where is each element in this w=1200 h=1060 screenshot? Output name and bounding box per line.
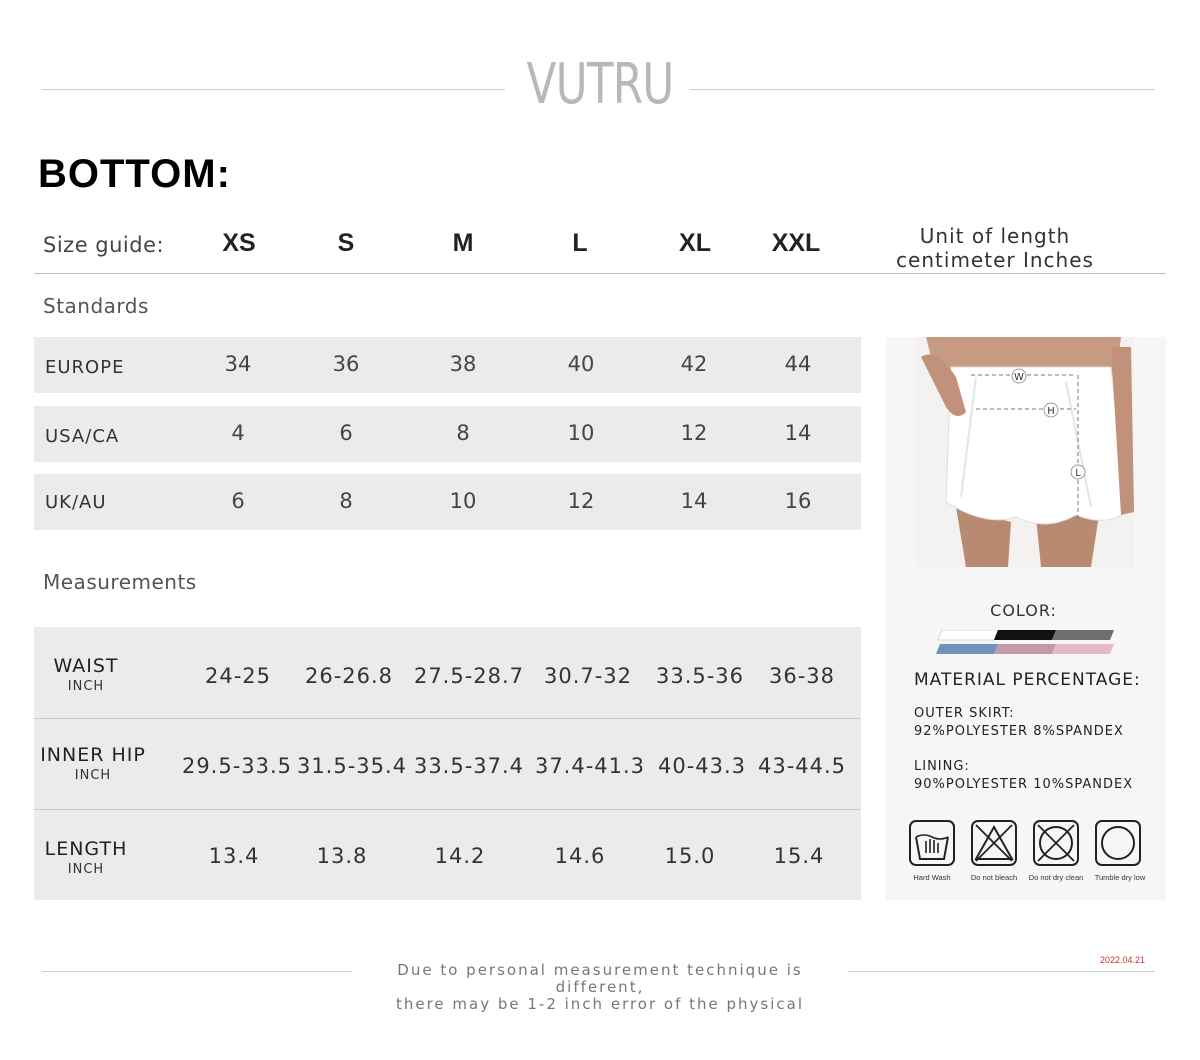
size-header-xxl: XXL [771,229,821,257]
size-header-xl: XL [679,229,711,257]
unit-of-length [880,224,1110,272]
standards-row-europe [34,337,861,393]
table-cell: 10 [567,421,595,445]
color-swatches [936,630,1116,664]
tumble-dry-low-icon [1094,819,1142,867]
table-cell: 42 [680,352,708,376]
footer-rule-right [848,971,1155,972]
header-rule-left [42,89,505,90]
measurements-title: Measurements [43,570,197,594]
footer-rule-left [42,971,352,972]
table-cell: 30.7-32 [543,664,633,688]
table-cell: 13.4 [208,844,260,868]
standards-title: Standards [43,294,149,318]
marker-w: W [1014,372,1024,383]
table-cell: 43-44.5 [757,754,847,778]
row-label: INNER HIP [40,744,146,766]
swatch-black[interactable] [994,630,1056,640]
outer-skirt-label: OUTER SKIRT: [914,706,1015,721]
table-cell: 27.5-28.7 [413,664,525,688]
row-label: USA/CA [45,426,120,447]
marker-l: L [1075,468,1081,479]
size-header-m: M [452,229,474,257]
standards-row-uk-au [34,474,861,530]
size-guide-label: Size guide: [43,233,165,257]
color-label: COLOR: [990,601,1057,620]
footer-disclaimer [352,962,848,1013]
table-cell: 12 [567,489,595,513]
header-divider [34,273,1166,274]
table-cell: 36-38 [768,664,836,688]
swatch-pink-grey[interactable] [994,644,1056,654]
care-label-hand-wash: Hard Wash [913,873,951,882]
disclaimer-line-1: Due to personal measurement technique is different, [397,961,803,996]
row-unit: INCH [74,768,112,783]
material-title: MATERIAL PERCENTAGE: [914,670,1141,690]
table-cell: 26-26.8 [304,664,394,688]
table-cell: 14 [784,421,812,445]
care-label-no-bleach: Do not bleach [970,873,1018,882]
do-not-bleach-icon [970,819,1018,867]
standards-row-usa-ca [34,406,861,462]
product-info-panel [886,337,1166,900]
table-cell: 12 [680,421,708,445]
table-cell: 14 [680,489,708,513]
table-cell: 15.0 [664,844,716,868]
row-unit: INCH [67,679,105,694]
brand-logo: VUTRU [526,52,674,117]
care-label-no-dry-clean: Do not dry clean [1028,873,1084,882]
lining-label: LINING: [914,759,970,774]
row-label: UK/AU [45,492,107,513]
table-cell: 4 [231,421,245,445]
unit-line-2: centimeter Inches [896,248,1094,272]
lining-value: 90%POLYESTER 10%SPANDEX [914,777,1134,792]
row-label: EUROPE [45,357,125,378]
section-title: BOTTOM: [38,152,231,196]
table-cell: 34 [224,352,252,376]
table-cell: 8 [456,421,470,445]
table-cell: 36 [332,352,360,376]
swatch-blue[interactable] [936,644,998,654]
table-cell: 40 [567,352,595,376]
table-cell: 8 [339,489,353,513]
table-cell: 29.5-33.5 [181,754,293,778]
header-rule-right [690,89,1155,90]
unit-line-1: Unit of length [919,224,1071,248]
swatch-white[interactable] [938,630,998,640]
row-unit: INCH [67,862,105,877]
row-label-length [26,838,146,877]
table-cell: 16 [784,489,812,513]
table-cell: 33.5-37.4 [413,754,525,778]
table-cell: 6 [339,421,353,445]
row-label: WAIST [53,655,119,677]
table-cell: 44 [784,352,812,376]
outer-skirt-value: 92%POLYESTER 8%SPANDEX [914,724,1124,739]
table-cell: 15.4 [773,844,825,868]
table-cell: 24-25 [204,664,272,688]
care-label-tumble-dry: Tumble dry low [1094,873,1146,882]
do-not-dry-clean-icon [1032,819,1080,867]
row-label: LENGTH [44,838,128,860]
disclaimer-line-2: there may be 1-2 inch error of the physical [395,995,805,1013]
table-cell: 33.5-36 [655,664,745,688]
row-divider [34,718,861,719]
date-stamp: 2022.04.21 [1100,955,1146,965]
row-divider [34,809,861,810]
table-cell: 14.6 [554,844,606,868]
size-header-xs: XS [222,229,256,257]
table-cell: 6 [231,489,245,513]
table-cell: 14.2 [434,844,486,868]
hand-wash-icon [908,819,956,867]
table-cell: 13.8 [316,844,368,868]
size-header-l: L [572,229,588,257]
marker-h: H [1047,406,1055,417]
table-cell: 31.5-35.4 [296,754,408,778]
table-cell: 40-43.3 [657,754,747,778]
row-label-waist [26,655,146,694]
swatch-grey-camo[interactable] [1052,630,1114,640]
table-cell: 10 [449,489,477,513]
skirt-diagram [916,337,1134,567]
table-cell: 37.4-41.3 [534,754,646,778]
size-header-s: S [337,229,355,257]
row-label-inner-hip [33,744,153,783]
swatch-pink[interactable] [1052,644,1114,654]
table-cell: 38 [449,352,477,376]
